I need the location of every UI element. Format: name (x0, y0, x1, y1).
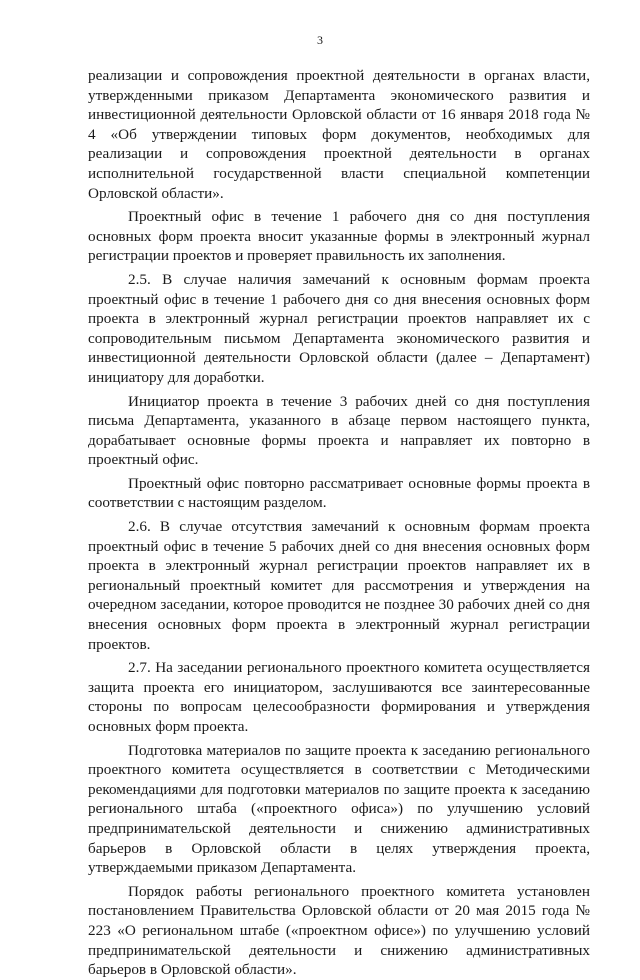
paragraph-initiator-revision: Инициатор проекта в течение 3 рабочих дней со дня поступления письма Департамента, указанного в абзаце первом настоящего пункта, дорабатывает основные формы проекта и направляет их повторно в проектный офис. (88, 392, 590, 469)
paragraph-project-office-registration: Проектный офис в течение 1 рабочего дня со дня поступления основных форм проекта вносит указанные формы в электронный журнал регистрации проектов и проверяет правильность их заполнения. (88, 208, 590, 265)
paragraph-continuation: реализации и сопровождения проектной деятельности в органах власти, утвержденными приказом Департамента экономического развития и инвестиционной деятельности Орловской области от 16 января 2018 года № 4 «Об утверждении типовых форм документов, необходимых для реализации и сопровождения проектной деятельности в органах исполнительной государственной власти специальной компетенции Орловской области». (88, 67, 590, 202)
paragraph-materials-preparation: Подготовка материалов по защите проекта к заседанию регионального проектного комитета осуществляется в соответствии с Методическими рекомендациями для подготовки материалов по защите проекта к заседанию регионального штаба («проектного офиса») по улучшению условий предпринимательской деятельности и снижению административных барьеров в Орловской области в целях утверждения проекта, утверждаемыми приказом Департамента. (88, 741, 590, 877)
paragraph-2-5: 2.5. В случае наличия замечаний к основным формам проекта проектный офис в течение 1 рабочего дня со дня внесения основных форм проекта в электронный журнал регистрации проектов направляет их с сопроводительным письмом Департамента экономического развития и инвестиционной деятельности Орловской области (далее – Департамент) инициатору для доработки. (88, 270, 590, 386)
paragraph-repeat-review: Проектный офис повторно рассматривает основные формы проекта в соответствии с настоящим разделом. (88, 474, 590, 512)
document-body (88, 66, 590, 980)
page-number: 3 (317, 33, 323, 47)
paragraph-2-6: 2.6. В случае отсутствия замечаний к основным формам проекта проектный офис в течение 5 рабочих дней со дня внесения основных форм проекта в электронный журнал регистрации проектов направляет их в региональный проектный комитет для рассмотрения и утверждения на очередном заседании, которое проводится не позднее 30 рабочих дней со дня внесения основных форм проекта в электронный журнал регистрации проектов. (88, 518, 590, 653)
paragraph-committee-procedure: Порядок работы регионального проектного комитета установлен постановлением Правительства Орловской области от 20 мая 2015 года № 223 «О региональном штабе («проектном офисе») по улучшению условий предпринимательской деятельности и снижению административных барьеров в Орловской области». (88, 882, 590, 979)
paragraph-2-7: 2.7. На заседании регионального проектного комитета осуществляется защита проекта его инициатором, заслушиваются все заинтересованные стороны по вопросам целесообразности формирования и утверждения основных форм проекта. (88, 659, 590, 735)
